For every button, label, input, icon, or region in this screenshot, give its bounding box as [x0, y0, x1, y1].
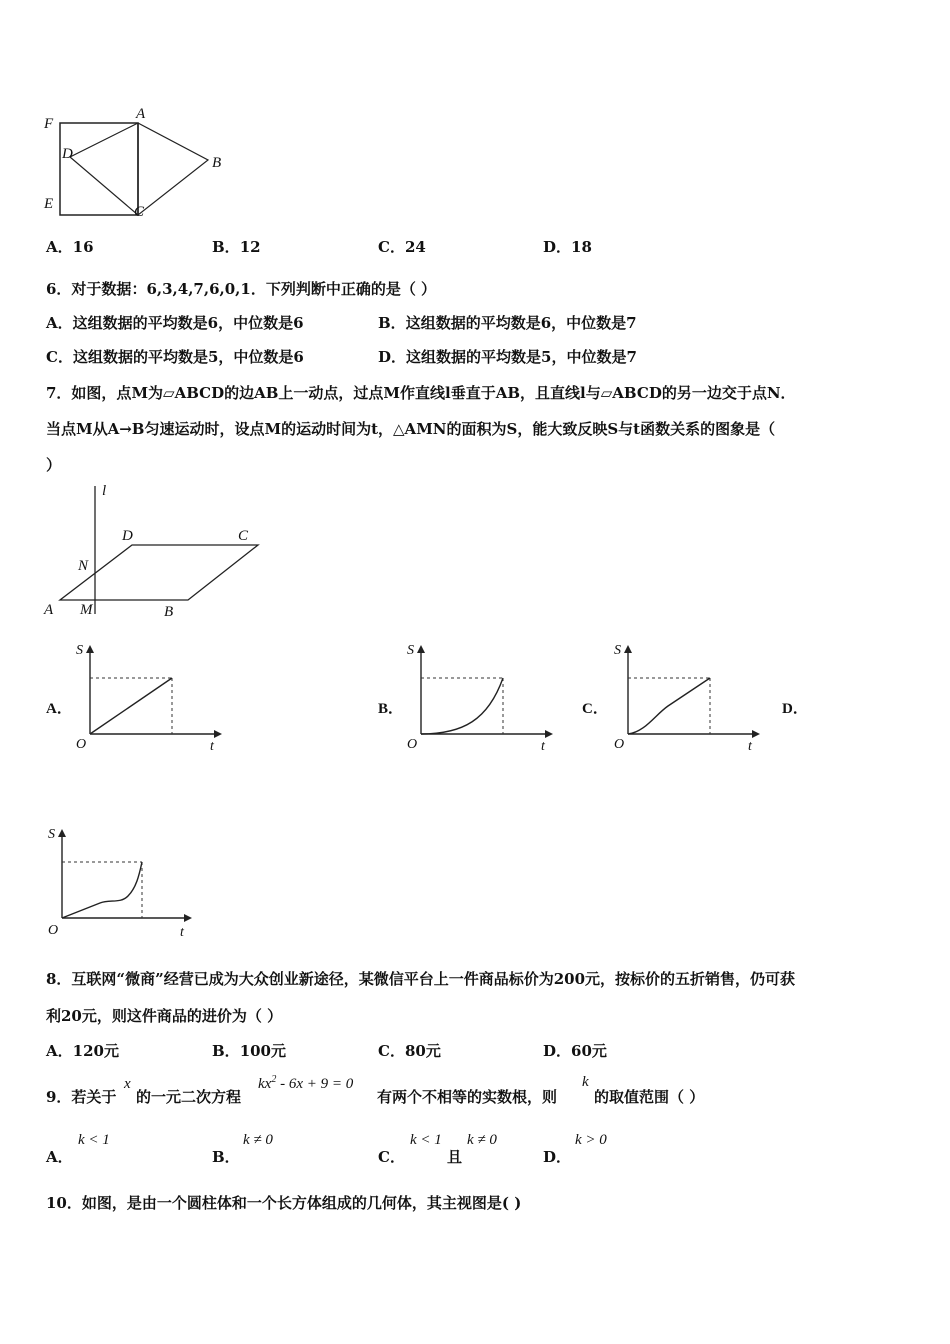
q5-label-f: F [44, 116, 54, 132]
q6-option-c[interactable]: C．这组数据的平均数是5，中位数是6 [46, 348, 304, 366]
q7c-label-s: S [614, 643, 621, 658]
q9-var-x: x [124, 1076, 131, 1092]
q6-option-a[interactable]: A．这组数据的平均数是6，中位数是6 [46, 314, 304, 332]
q5-label-e: E [44, 196, 54, 212]
q7-option-c[interactable]: C． [582, 701, 608, 717]
q7b-label-t: t [541, 739, 545, 754]
q5-option-c[interactable]: C．24 [378, 238, 426, 256]
q7c-y-arrow [624, 645, 632, 653]
q5-label-c: C [134, 204, 145, 220]
q7-option-b[interactable]: B． [378, 701, 404, 717]
q9-option-b-letter[interactable]: B． [212, 1148, 240, 1166]
q8-stem-line1: 8．互联网“微商”经营已成为大众创业新途径，某微信平台上一件商品标价为200元，按标价的五折销售，仍可获 [46, 970, 796, 988]
q7-option-d[interactable]: D． [782, 701, 808, 717]
q5-rect-fac-e [60, 123, 138, 215]
q7a-label-o: O [76, 737, 87, 752]
q7d-label-t: t [180, 925, 184, 940]
q7-graph-c[interactable] [610, 640, 770, 758]
q7-label-b: B [164, 604, 174, 620]
q9-var-k: k [582, 1074, 589, 1090]
q9-option-c-math2: k ≠ 0 [467, 1132, 497, 1148]
q7d-label-s: S [48, 827, 55, 842]
q7a-x-arrow [214, 730, 222, 738]
q7-parallelogram [60, 545, 258, 600]
q9-stem-part1: 9．若关于 [46, 1088, 117, 1106]
q5-label-b: B [212, 155, 222, 171]
q9-option-d-math: k > 0 [575, 1132, 607, 1148]
q7d-curve [62, 862, 142, 918]
q9-stem-part4: 的取值范围（ ） [594, 1088, 705, 1106]
q7c-curve [628, 678, 710, 734]
q5-option-b[interactable]: B．12 [212, 238, 261, 256]
q9-equation-exp: 2 [271, 1074, 277, 1085]
q8-stem-line2: 利20元，则这件商品的进价为（ ） [46, 1007, 283, 1025]
q7c-label-o: O [614, 737, 625, 752]
q7a-y-arrow [86, 645, 94, 653]
q8-option-b[interactable]: B．100元 [212, 1042, 286, 1060]
q7-stem-line1: 7．如图，点M为▱ABCD的边AB上一动点，过点M作直线l垂直于AB，且直线l与▱ABCD的另一边交于点N． [46, 384, 796, 402]
q7b-y-arrow [417, 645, 425, 653]
q7-figure [40, 478, 270, 623]
q6-option-d[interactable]: D．这组数据的平均数是5，中位数是7 [378, 348, 637, 366]
q9-equation [258, 1074, 353, 1093]
q7a-label-s: S [76, 643, 83, 658]
q9-option-c-conj: 且 [447, 1148, 463, 1166]
q5-option-d[interactable]: D．18 [543, 238, 592, 256]
q8-option-a[interactable]: A．120元 [46, 1042, 119, 1060]
q9-option-c-letter[interactable]: C． [378, 1148, 405, 1166]
q7-label-c: C [238, 528, 249, 544]
q7-graph-a[interactable] [72, 640, 232, 758]
q7-label-m: M [80, 602, 93, 618]
q7-graph-b[interactable] [403, 640, 563, 758]
q7b-label-s: S [407, 643, 414, 658]
q6-stem: 6．对于数据：6,3,4,7,6,0,1．下列判断中正确的是（ ） [46, 280, 437, 298]
q5-option-a[interactable]: A．16 [46, 238, 94, 256]
q10-stem: 10．如图，是由一个圆柱体和一个长方体组成的几何体，其主视图是( ) [46, 1194, 522, 1212]
q7-label-l: l [102, 483, 107, 499]
q7a-curve [90, 678, 172, 734]
q5-label-d: D [62, 146, 73, 162]
q7b-curve [421, 678, 503, 734]
q9-option-a-letter[interactable]: A． [46, 1148, 73, 1166]
q9-equation-rest: - 6x + 9 = 0 [276, 1076, 354, 1092]
q7-stem-line3: ） [46, 456, 62, 474]
q7-option-a[interactable]: A． [46, 701, 72, 717]
q9-option-b-math: k ≠ 0 [243, 1132, 273, 1148]
q9-option-a-math: k < 1 [78, 1132, 110, 1148]
q7-label-a: A [44, 602, 54, 618]
q9-option-d-letter[interactable]: D． [543, 1148, 572, 1166]
q7-label-d: D [122, 528, 133, 544]
q7d-x-arrow [184, 914, 192, 922]
q6-option-b[interactable]: B．这组数据的平均数是6，中位数是7 [378, 314, 637, 332]
q7a-label-t: t [210, 739, 214, 754]
q9-stem-part3: 有两个不相等的实数根，则 [377, 1088, 558, 1106]
q8-option-c[interactable]: C．80元 [378, 1042, 441, 1060]
q5-label-a: A [136, 106, 146, 122]
q5-figure [40, 100, 240, 225]
q8-option-d[interactable]: D．60元 [543, 1042, 607, 1060]
q7d-y-arrow [58, 829, 66, 837]
q7-label-n: N [78, 558, 89, 574]
q5-rhombus [70, 123, 208, 215]
q9-option-c-math: k < 1 [410, 1132, 442, 1148]
q7c-x-arrow [752, 730, 760, 738]
q7d-label-o: O [48, 923, 59, 938]
q7c-label-t: t [748, 739, 752, 754]
q7b-label-o: O [407, 737, 418, 752]
q9-stem-part2: 的一元二次方程 [136, 1088, 242, 1106]
q9-equation-kx: kx [258, 1076, 272, 1092]
q7-stem-line2: 当点M从A→B匀速运动时，设点M的运动时间为t，△AMN的面积为S，能大致反映S与t函数关系的图象是（ [46, 420, 776, 438]
q7-graph-d[interactable] [42, 824, 202, 942]
q7b-x-arrow [545, 730, 553, 738]
